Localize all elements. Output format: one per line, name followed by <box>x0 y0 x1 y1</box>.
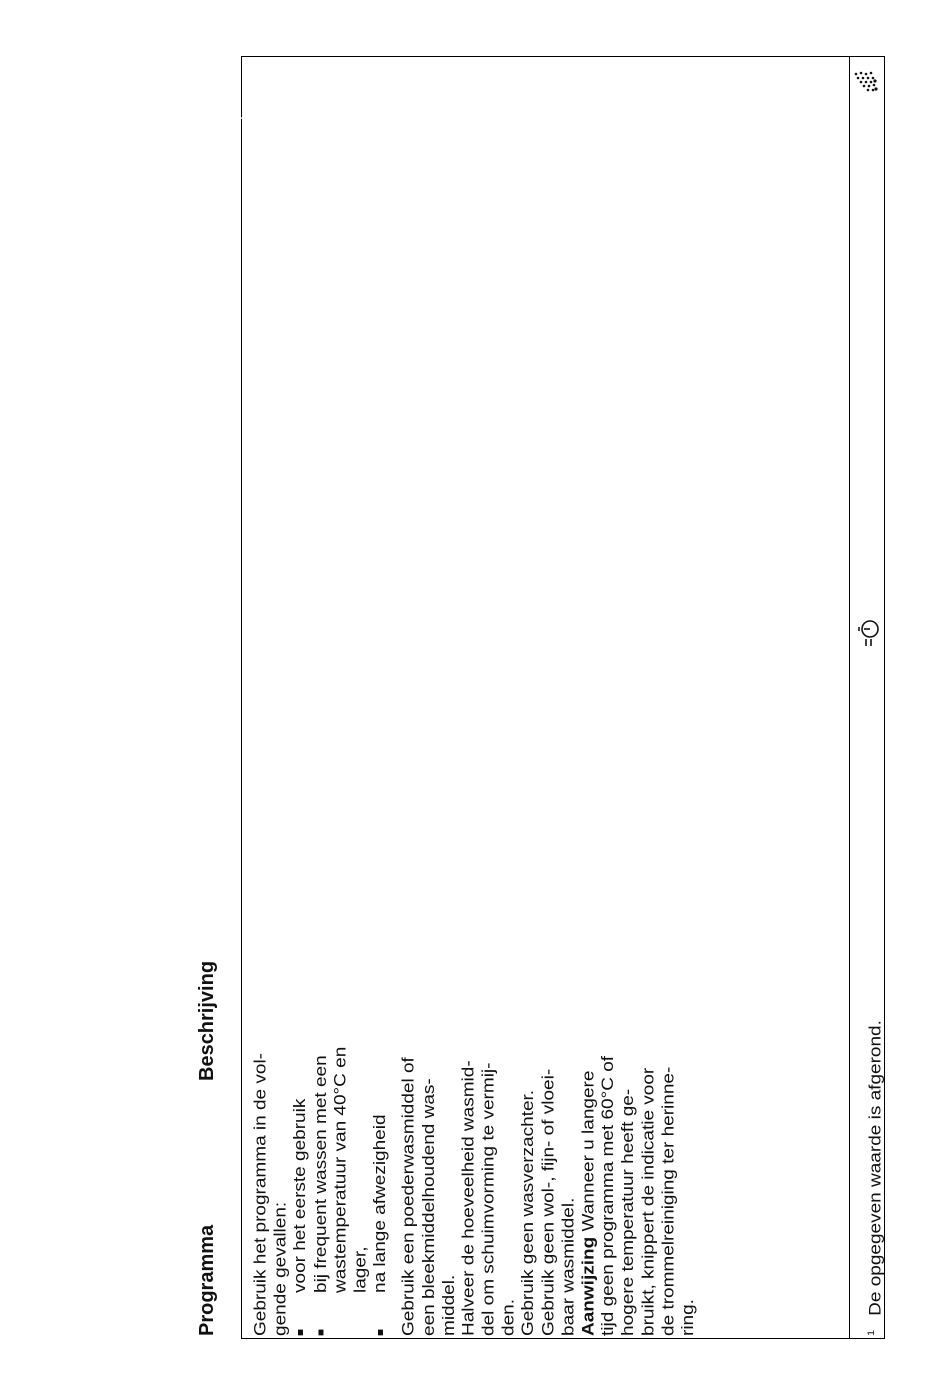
text-line: baar wasmiddel. <box>559 1197 578 1336</box>
text-line: gende gevallen: <box>271 1201 290 1336</box>
column-header-program: Programma <box>196 1224 218 1336</box>
column-header-description: Beschrijving <box>196 960 218 1081</box>
text-line: ring. <box>679 1299 698 1336</box>
text-line: den. <box>499 1299 518 1336</box>
text-line: lager, <box>351 1246 370 1293</box>
table-right-border <box>241 56 885 57</box>
text-line: wastemperatuur van 40°C en <box>331 1046 350 1293</box>
column-divider <box>241 117 242 119</box>
text-line: een bleekmiddelhoudend was- <box>419 1078 439 1336</box>
text-line: Gebruik geen wasverzachter. <box>519 1089 538 1336</box>
table-top-border <box>241 56 242 1339</box>
text-line: Gebruik een poederwasmiddel of <box>400 1057 419 1336</box>
footnote-text: De opgegeven waarde is afgerond. <box>866 1020 885 1316</box>
bullet-icon <box>311 1293 333 1336</box>
table-bottom-border <box>849 56 850 1339</box>
text-line: de trommelreiniging ter herinne- <box>659 1066 678 1336</box>
speed-timer-icon <box>852 614 884 650</box>
text-line: Gebruik geen wol-, fijn- of vloei- <box>539 1068 558 1336</box>
note-label: Aanwijzing <box>579 1236 598 1336</box>
bullet-item: ■ bij frequent wassen met een <box>311 1047 331 1336</box>
table-left-border <box>241 1338 885 1339</box>
text-line: Halveer de hoeveelheid wasmid- <box>459 1060 478 1336</box>
note-line: Aanwijzing Wanneer u langere <box>579 1070 598 1336</box>
bullet-icon <box>371 1293 393 1336</box>
text-line: Gebruik het programma in de vol- <box>251 1052 270 1336</box>
bullet-item: ■ na lange afwezigheid <box>371 1047 391 1336</box>
text-line: del om schuimvorming te vermij- <box>479 1062 498 1336</box>
footnote <box>862 1020 886 1336</box>
water-spray-icon <box>852 70 880 96</box>
text-line: hogere temperatuur heeft ge- <box>619 1088 638 1336</box>
bullet-item: ■ voor het eerste gebruik <box>291 1047 311 1336</box>
description-text <box>251 1047 698 1336</box>
footnote-marker: 1 <box>866 1329 877 1336</box>
text-line: bruikt, knippert de indicatie voor <box>639 1067 658 1336</box>
text-line: tijd geen programma met 60°C of <box>599 1055 618 1336</box>
text-line: middel. <box>439 1274 458 1336</box>
bullet-icon <box>291 1293 313 1336</box>
